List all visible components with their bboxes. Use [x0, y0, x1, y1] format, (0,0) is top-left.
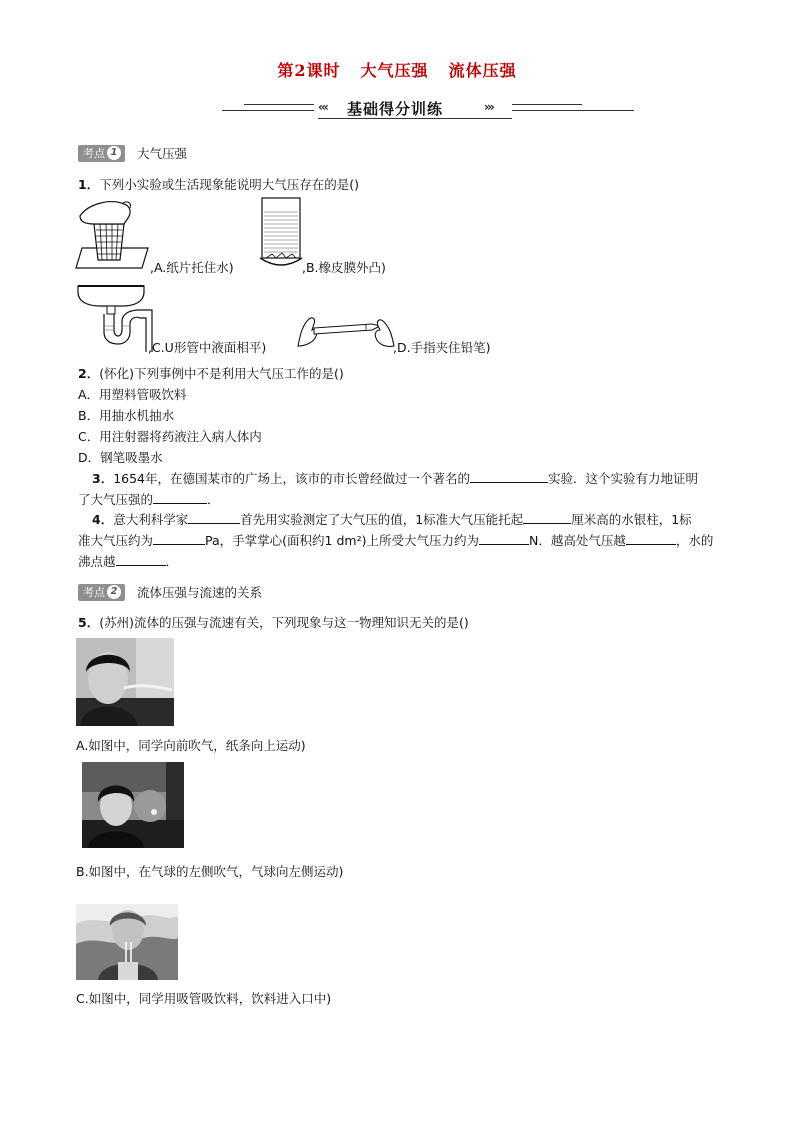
section-badge: 考点 2: [78, 584, 125, 601]
question-number: 4．: [92, 512, 114, 527]
answer-blank[interactable]: [523, 511, 571, 524]
section-header-1: [78, 144, 187, 162]
figure-b-tube-membrane: [256, 196, 308, 270]
banner-line-left-bottom: [222, 110, 314, 111]
question-stem: (怀化)下列事例中不是利用大气压工作的是(): [99, 366, 344, 381]
lesson-label: 第2课时: [277, 61, 341, 80]
q2-option-c: C．用注射器将药液注入病人体内: [78, 429, 262, 444]
question-stem: 下列小实验或生活现象能说明大气压存在的是(): [99, 177, 359, 192]
q2-option-a: A．用塑料管吸饮料: [78, 387, 187, 402]
figure-d-pencil-fingers: [296, 310, 396, 350]
q5-option-b: B.如图中，在气球的左侧吹气，气球向左侧运动): [76, 864, 344, 879]
figure-c-u-tube: [74, 280, 154, 356]
chevron-left-icon: ‹‹‹: [318, 100, 327, 114]
question-4-line-2: 准大气压约为 Pa，手掌掌心(面积约1 dm²)上所受大气压力约为 N．越高处气压越 ，水的: [78, 533, 714, 548]
section-title: 大气压强: [137, 146, 188, 161]
topic-2: 流体压强: [448, 61, 517, 80]
section-header-2: [78, 583, 262, 601]
section-number: 1: [107, 146, 121, 160]
section-banner: [222, 96, 634, 122]
question-4-line-1: 4．意大利科学家 首先用实验测定了大气压的值，1标准大气压能托起 厘米高的水银柱，1标: [92, 512, 692, 527]
option-a-label: ,A.纸片托住水): [150, 260, 234, 275]
photo-a-blowing-paper: [76, 638, 174, 726]
photo-c-straw-drink: [76, 904, 178, 980]
question-number: 1．: [78, 177, 100, 192]
option-c-label: ,C.U形管中液面相平): [148, 340, 267, 355]
chevron-right-icon: ›››: [484, 100, 493, 114]
question-3-line-2: 了大气压强的 ．: [78, 492, 220, 507]
section-number: 2: [107, 585, 121, 599]
banner-line-right-bottom: [512, 110, 634, 111]
question-2: [78, 364, 344, 382]
banner-line-right-top: [512, 104, 582, 105]
answer-blank[interactable]: [153, 532, 205, 545]
answer-blank[interactable]: [479, 532, 529, 545]
question-number: 3．: [92, 471, 114, 486]
question-stem: (苏州)流体的压强与流速有关，下列现象与这一物理知识无关的是(): [99, 615, 469, 630]
answer-blank[interactable]: [153, 491, 207, 504]
answer-blank[interactable]: [116, 553, 166, 566]
figure-a-cup-paper: [72, 196, 152, 276]
option-d-label: ,D.手指夹住铅笔): [393, 340, 491, 355]
answer-blank[interactable]: [470, 470, 548, 483]
banner-line-left-top: [244, 104, 314, 105]
answer-blank[interactable]: [188, 511, 240, 524]
q2-option-b: B．用抽水机抽水: [78, 408, 175, 423]
photo-b-balloon: [82, 762, 184, 848]
section-title: 流体压强与流速的关系: [137, 585, 263, 600]
page-title: [0, 58, 794, 81]
question-number: 2．: [78, 366, 100, 381]
banner-underline: [318, 118, 512, 119]
question-5: [78, 613, 469, 631]
question-number: 5．: [78, 615, 100, 630]
q2-option-d: D．钢笔吸墨水: [78, 450, 163, 465]
option-b-label: ,B.橡皮膜外凸): [302, 260, 386, 275]
question-1: [78, 175, 359, 193]
answer-blank[interactable]: [626, 532, 676, 545]
question-4-line-3: 沸点越 ．: [78, 554, 179, 569]
banner-label: 基础得分训练: [347, 100, 444, 118]
q5-option-a: A.如图中，同学向前吹气，纸条向上运动): [76, 738, 306, 753]
topic-1: 大气压强: [360, 61, 429, 80]
section-badge: 考点 1: [78, 145, 125, 162]
q5-option-c: C.如图中，同学用吸管吸饮料，饮料进入口中): [76, 991, 332, 1006]
question-3-line-1: 3．1654年，在德国某市的广场上，该市的市长曾经做过一个著名的 实验．这个实验有力地证明: [92, 471, 699, 486]
